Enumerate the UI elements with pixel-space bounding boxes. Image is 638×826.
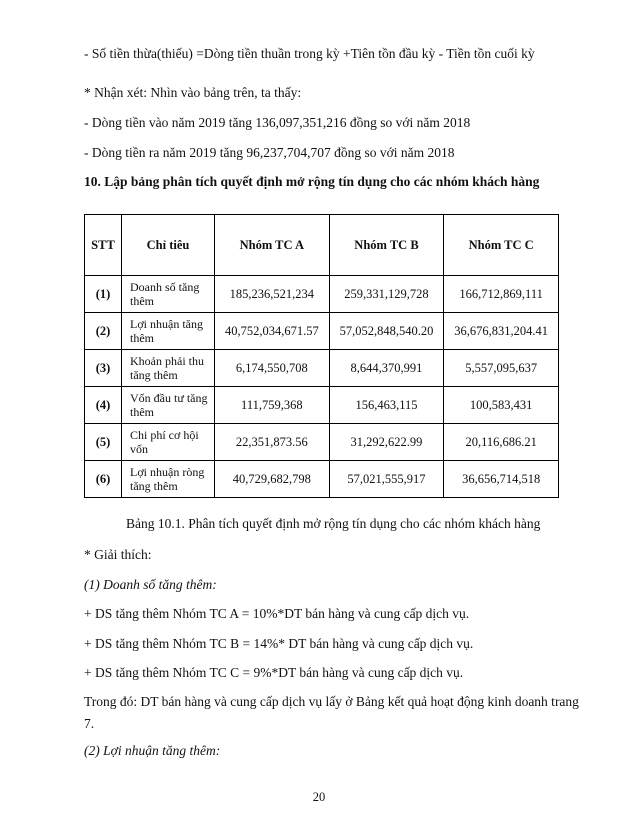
cell-group-c: 166,712,869,111 [444,276,559,313]
table-row [85,424,559,461]
text-line-cash-inflow: - Dòng tiền vào năm 2019 tăng 136,097,351,216 đồng so với năm 2018 [84,115,471,130]
text-line-cash-outflow: - Dòng tiền ra năm 2019 tăng 96,237,704,707 đồng so với năm 2018 [84,145,455,160]
section-heading: 10. Lập bảng phân tích quyết định mở rộng tín dụng cho các nhóm khách hàng [84,174,540,189]
cell-group-b: 31,292,622.99 [329,424,444,461]
table-row [85,276,559,313]
cell-group-c: 20,116,686.21 [444,424,559,461]
header-group-c: Nhóm TC C [444,215,559,276]
cell-group-b: 57,052,848,540.20 [329,313,444,350]
cell-group-a: 40,752,034,671.57 [215,313,330,350]
cell-group-c: 5,557,095,637 [444,350,559,387]
header-group-b: Nhóm TC B [329,215,444,276]
text-line-surplus-formula: - Số tiền thừa(thiếu) =Dòng tiền thuần trong kỳ +Tiên tồn đầu kỳ - Tiền tồn cuối kỳ [84,46,535,61]
table-caption: Bảng 10.1. Phân tích quyết định mở rộng tín dụng cho các nhóm khách hàng [126,516,541,531]
cell-stt: (1) [85,276,122,313]
bullet-group-b: + DS tăng thêm Nhóm TC B = 14%* DT bán hàng và cung cấp dịch vụ. [84,636,474,651]
cell-indicator: Khoản phải thu tăng thêm [122,350,215,387]
table-row [85,313,559,350]
cell-group-b: 57,021,555,917 [329,461,444,498]
cell-indicator: Chi phí cơ hội vốn [122,424,215,461]
credit-analysis-table [84,214,559,498]
cell-group-a: 6,174,550,708 [215,350,330,387]
cell-stt: (3) [85,350,122,387]
header-indicator: Chỉ tiêu [122,215,215,276]
cell-stt: (4) [85,387,122,424]
table-row [85,461,559,498]
header-group-a: Nhóm TC A [215,215,330,276]
subheading-profit: (2) Lợi nhuận tăng thêm: [84,743,221,758]
note-line-1: Trong đó: DT bán hàng và cung cấp dịch vụ lấy ở Bảng kết quả hoạt động kinh doanh trang [84,694,579,709]
table-row [85,387,559,424]
cell-indicator: Doanh số tăng thêm [122,276,215,313]
cell-group-a: 185,236,521,234 [215,276,330,313]
cell-stt: (2) [85,313,122,350]
header-stt: STT [85,215,122,276]
cell-group-a: 22,351,873.56 [215,424,330,461]
cell-group-c: 36,676,831,204.41 [444,313,559,350]
cell-indicator: Lợi nhuận ròng tăng thêm [122,461,215,498]
subheading-revenue: (1) Doanh số tăng thêm: [84,577,217,592]
table-header-row [85,215,559,276]
page-number: 20 [312,790,326,804]
cell-group-c: 36,656,714,518 [444,461,559,498]
cell-stt: (5) [85,424,122,461]
cell-indicator: Lợi nhuận tăng thêm [122,313,215,350]
cell-group-c: 100,583,431 [444,387,559,424]
note-line-2: 7. [84,716,95,731]
cell-indicator: Vốn đầu tư tăng thêm [122,387,215,424]
explanation-title: * Giải thích: [84,547,152,562]
text-line-remark: * Nhận xét: Nhìn vào bảng trên, ta thấy: [84,85,302,100]
table-row [85,350,559,387]
cell-group-a: 111,759,368 [215,387,330,424]
cell-group-a: 40,729,682,798 [215,461,330,498]
cell-group-b: 8,644,370,991 [329,350,444,387]
cell-stt: (6) [85,461,122,498]
cell-group-b: 259,331,129,728 [329,276,444,313]
cell-group-b: 156,463,115 [329,387,444,424]
bullet-group-c: + DS tăng thêm Nhóm TC C = 9%*DT bán hàng và cung cấp dịch vụ. [84,665,464,680]
bullet-group-a: + DS tăng thêm Nhóm TC A = 10%*DT bán hàng và cung cấp dịch vụ. [84,606,470,621]
